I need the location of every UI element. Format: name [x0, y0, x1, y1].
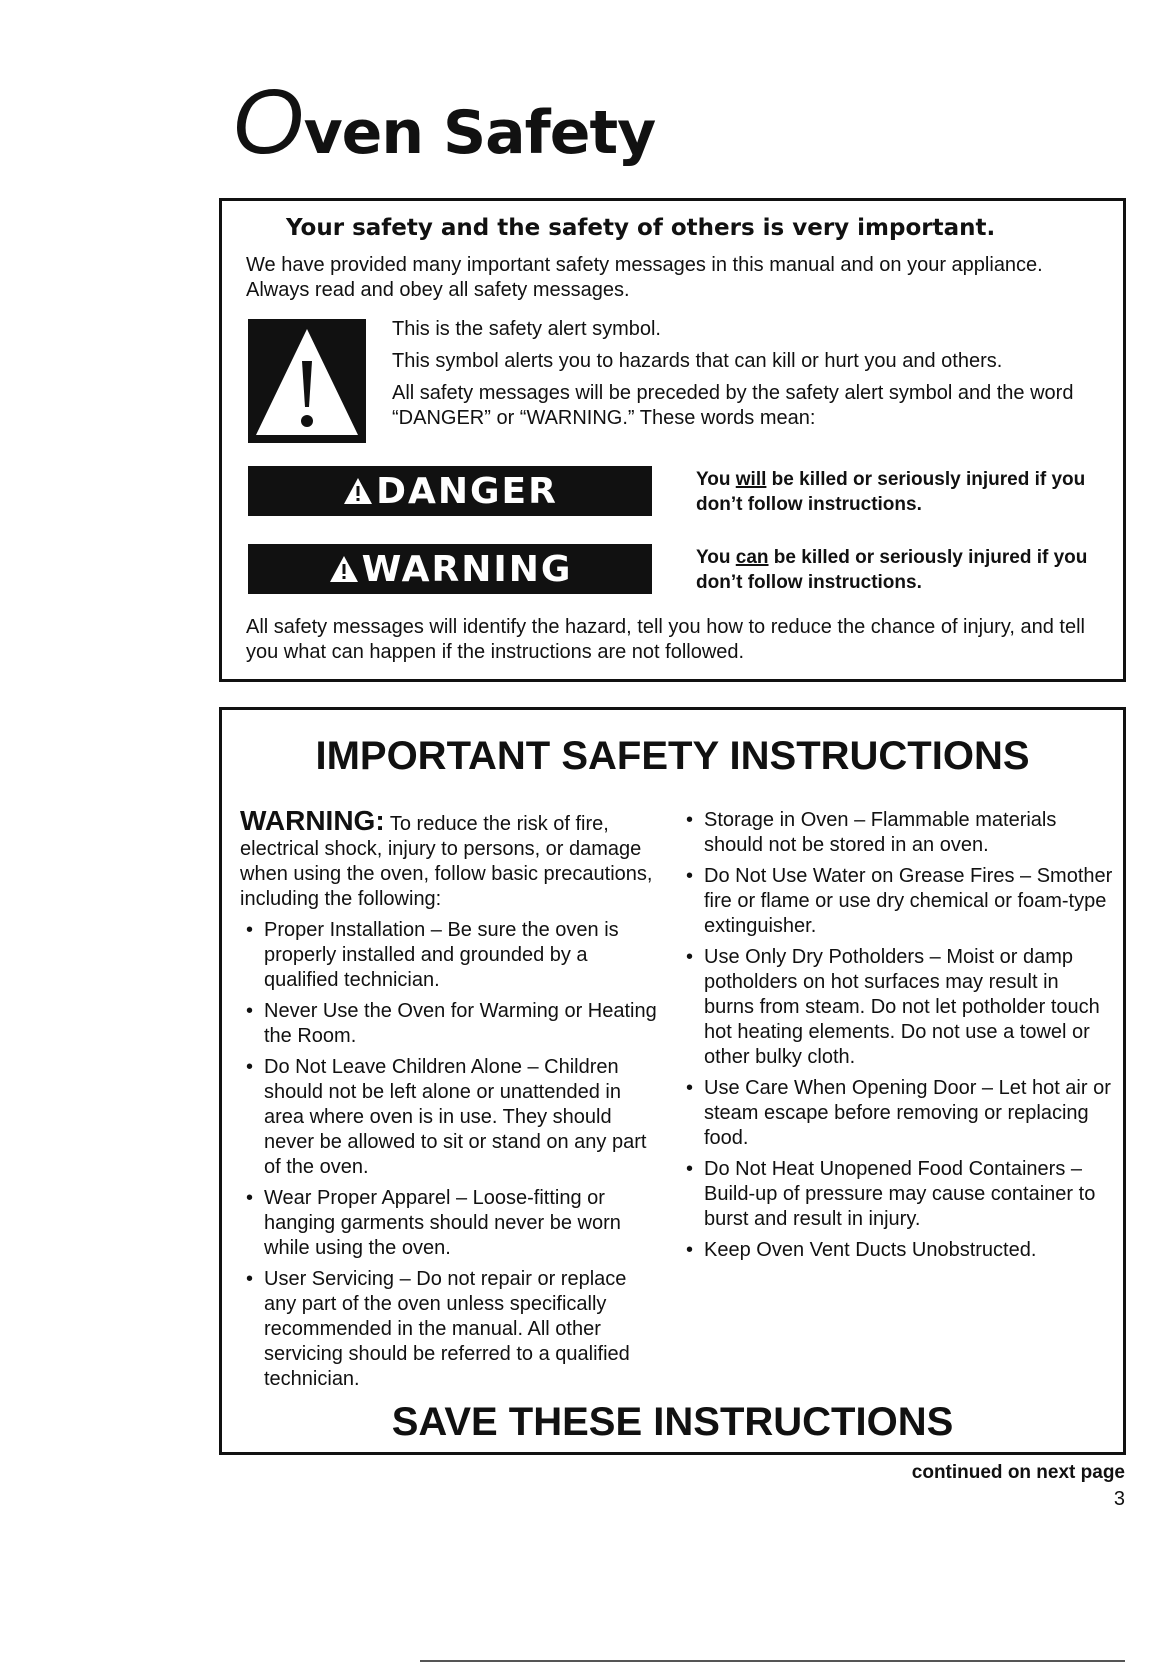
alert-symbol-description: [392, 317, 1112, 438]
instructions-heading: IMPORTANT SAFETY INSTRUCTIONS: [315, 734, 1030, 778]
list-item: • Use Only Dry Potholders – Moist or damp potholders on hot surfaces may result in burns from steam. Do not let potholder touch hot heating elements. Do not use a towel or other bulky cloth.: [684, 945, 1114, 1070]
safety-intro-box: [219, 198, 1126, 682]
list-item: • Proper Installation – Be sure the oven is properly installed and grounded by a qualified technician.: [244, 918, 660, 993]
danger-text-end: be killed or seriously injured if you don’t follow instructions.: [696, 469, 1086, 515]
warning-text-end: be killed or seriously injured if you don’t follow instructions.: [696, 547, 1088, 593]
alert-line: This is the safety alert symbol.: [392, 318, 661, 340]
right-instruction-list: [684, 808, 1114, 1263]
safety-intro-text: We have provided many important safety messages in this manual and on your appliance. Always read and obey all safety messages.: [246, 254, 1043, 301]
warning-meaning: [696, 545, 1116, 595]
danger-label: DANGER: [376, 470, 558, 512]
warning-signal-word: [248, 544, 652, 594]
warning-intro-text: To reduce the risk of fire, electrical shock, injury to persons, or damage when using the oven, follow basic precautions, including the following:: [240, 813, 653, 910]
left-instruction-list: [240, 918, 660, 1392]
page-number: 3: [1113, 1488, 1125, 1510]
alert-line: All safety messages will be preceded by the safety alert symbol and the word “DANGER” or “WARNING.” These words mean:: [392, 382, 1074, 429]
danger-text-emphasis: will: [735, 469, 767, 490]
warning-label: WARNING: [361, 548, 573, 590]
list-item: • Do Not Use Water on Grease Fires – Smother fire or flame or use dry chemical or foam-type extinguisher.: [684, 864, 1114, 939]
continued-note: continued on next page: [911, 1462, 1125, 1483]
important-safety-instructions-box: [219, 707, 1126, 1455]
warning-text-start: You: [696, 547, 736, 568]
list-item: • Wear Proper Apparel – Loose-fitting or hanging garments should never be worn while using the oven.: [244, 1186, 660, 1261]
page-title: [232, 70, 655, 180]
page-title-initial: O: [232, 71, 304, 173]
list-item: • Do Not Heat Unopened Food Containers – Build-up of pressure may cause container to burst and result in injury.: [684, 1157, 1114, 1232]
warning-triangle-icon: [342, 476, 374, 506]
list-item: • User Servicing – Do not repair or replace any part of the oven unless specifically recommended in the manual. All other servicing should be referred to a qualified technician.: [244, 1267, 660, 1392]
list-item: • Do Not Leave Children Alone – Children should not be left alone or unattended in area where oven is in use. They should never be allowed to sit or stand on any part of the oven.: [244, 1055, 660, 1180]
warning-intro: [240, 805, 660, 912]
safety-intro-closing: All safety messages will identify the hazard, tell you how to reduce the chance of injury, and tell you what can happen if the instructions are not followed.: [246, 616, 1085, 663]
warning-text-emphasis: can: [735, 547, 769, 568]
list-item: • Never Use the Oven for Warming or Heating the Room.: [244, 999, 660, 1049]
save-instructions-heading: SAVE THESE INSTRUCTIONS: [391, 1400, 954, 1444]
instructions-left-column: [240, 805, 660, 1398]
instructions-right-column: [684, 808, 1114, 1269]
safety-alert-symbol-icon: [248, 319, 366, 443]
bottom-divider: [420, 1660, 1125, 1662]
list-item: • Use Care When Opening Door – Let hot air or steam escape before removing or replacing food.: [684, 1076, 1114, 1151]
danger-text-start: You: [696, 469, 736, 490]
danger-meaning: [696, 467, 1116, 517]
safety-intro-heading: Your safety and the safety of others is very important.: [286, 215, 996, 241]
danger-signal-word: [248, 466, 652, 516]
list-item: • Storage in Oven – Flammable materials should not be stored in an oven.: [684, 808, 1114, 858]
warning-triangle-icon: [328, 554, 360, 584]
page-title-text: ven Safety: [303, 98, 656, 168]
list-item: • Keep Oven Vent Ducts Unobstructed.: [684, 1238, 1114, 1263]
alert-line: This symbol alerts you to hazards that can kill or hurt you and others.: [392, 350, 1003, 372]
warning-inline-label: WARNING:: [240, 805, 385, 836]
